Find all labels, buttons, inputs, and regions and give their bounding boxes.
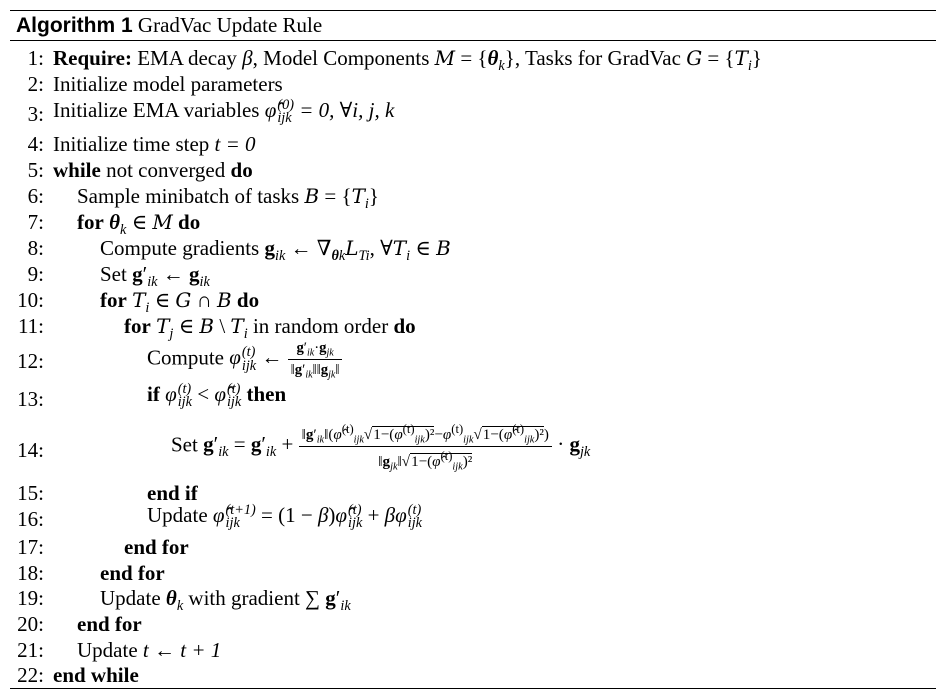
math-expr: $M = \{\theta_k\}$ bbox=[434, 46, 515, 74]
line-text: not converged bbox=[106, 158, 226, 182]
math-expr: $T_i$ ∈ G ∩ B bbox=[132, 288, 232, 316]
line-number: 7: bbox=[27, 210, 44, 234]
line-number: 2: bbox=[27, 72, 44, 96]
line-text: Initialize EMA variables bbox=[53, 98, 260, 122]
line-body bbox=[77, 184, 379, 212]
math-expr: ∑ $g'_{ik}$ bbox=[305, 586, 351, 614]
line-body bbox=[100, 262, 210, 290]
line-number: 16: bbox=[17, 507, 44, 531]
keyword-do: do bbox=[178, 210, 201, 234]
line-body bbox=[77, 210, 201, 238]
line-text: Set bbox=[100, 262, 127, 286]
line-body bbox=[147, 340, 342, 379]
line-number: 21: bbox=[17, 638, 44, 662]
math-expr: $g_{ik}$ ← $\nabla_{\theta k}L_{Ti}$, $\forall T_i$ ∈ B bbox=[264, 236, 451, 264]
fraction: $\frac{g'_{ik}\cdot g_{jk}}{‖g'_{ik}‖‖g_{jk}‖}$ bbox=[288, 340, 343, 379]
line-number: 18: bbox=[17, 561, 44, 585]
line-number: 22: bbox=[17, 663, 44, 687]
line-number: 8: bbox=[27, 236, 44, 260]
line-number: 11: bbox=[17, 314, 44, 338]
math-expr: φ (t) ijk < φ̂ (t) ijk bbox=[165, 380, 242, 411]
line-text: in random order bbox=[252, 314, 389, 338]
math-expr: $G = \{T_i\}$ bbox=[686, 46, 762, 74]
algorithm-title: GradVac Update Rule bbox=[137, 13, 323, 37]
top-rule bbox=[10, 10, 936, 11]
keyword-do: do bbox=[393, 314, 416, 338]
line-text: Sample minibatch of tasks bbox=[77, 184, 300, 208]
line-text: Initialize time step bbox=[53, 132, 210, 156]
line-text: with gradient bbox=[188, 586, 300, 610]
line-text: Update bbox=[77, 638, 138, 662]
line-body: Require: EMA decay β, Model Components $M = \{\theta_k\}$, Tasks for GradVac $G = \{T_i\}$ bbox=[53, 46, 762, 74]
line-body bbox=[147, 503, 422, 531]
bottom-rule bbox=[10, 688, 936, 689]
line-number: 5: bbox=[27, 158, 44, 182]
line-text: Model Components bbox=[263, 46, 430, 70]
math-expr: t = 0 bbox=[214, 132, 256, 156]
line-number: 6: bbox=[27, 184, 44, 208]
line-number: 9: bbox=[27, 262, 44, 286]
line-body bbox=[100, 236, 451, 264]
line-text: EMA decay bbox=[137, 46, 237, 70]
keyword-if: if bbox=[147, 382, 160, 406]
line-body bbox=[124, 314, 416, 342]
keyword-end-for: end for bbox=[77, 612, 142, 636]
line-number: 19: bbox=[17, 586, 44, 610]
algorithm-caption bbox=[16, 13, 322, 38]
line-body bbox=[53, 98, 394, 126]
keyword-end-for: end for bbox=[124, 535, 189, 559]
line-number: 20: bbox=[17, 612, 44, 636]
keyword-end-for: end for bbox=[100, 561, 165, 585]
line-number: 4: bbox=[27, 132, 44, 156]
keyword-end-if: end if bbox=[147, 481, 198, 505]
line-number: 14: bbox=[17, 438, 44, 462]
math-expr: $B = \{T_i\}$ bbox=[304, 184, 379, 212]
line-number: 10: bbox=[17, 288, 44, 312]
line-number: 12: bbox=[17, 349, 44, 373]
line-body bbox=[100, 586, 351, 614]
line-body bbox=[77, 638, 221, 663]
line-number: 15: bbox=[17, 481, 44, 505]
math-expr: $\theta_k$ ∈ M bbox=[109, 210, 173, 238]
line-text: Set bbox=[171, 432, 198, 457]
line-body bbox=[171, 422, 590, 471]
algorithm-label: Algorithm 1 bbox=[16, 14, 133, 37]
line-text: Initialize model parameters bbox=[53, 72, 283, 96]
keyword-for: for bbox=[77, 210, 104, 234]
line-number: 17: bbox=[17, 535, 44, 559]
math-expr: β bbox=[242, 46, 253, 70]
line-number: 1: bbox=[27, 46, 44, 70]
math-expr: $\theta_k$ bbox=[165, 586, 184, 614]
line-body bbox=[100, 288, 260, 316]
line-body bbox=[53, 132, 256, 157]
keyword-do: do bbox=[230, 158, 253, 182]
line-number: 3: bbox=[27, 102, 44, 126]
caption-rule bbox=[10, 40, 936, 41]
line-body bbox=[53, 158, 253, 183]
math-expr: $T_j$ ∈ B \ $T_i$ bbox=[156, 314, 248, 342]
math-expr: φ (t) ijk ← $\frac{g'_{ik}\cdot g_{jk}}{‖g'_{ik}‖‖g_{jk}‖}$ bbox=[229, 345, 342, 369]
line-text: Update bbox=[147, 503, 208, 527]
math-expr: $g'_{ik} = g'_{ik}$ + $\frac{‖g'_{ik}‖(\varphî^{(t)}_{ijk}√1-(\varphi^{(t)}_{ijk})^2-\varphi^{(t)}_{ijk}√1-(\varphî^{(t)}_{ijk})^2)}{‖g_{jk}‖√1-(\varphî^{(t)}_{ijk})^2}$ · $g_{jk}$ bbox=[203, 422, 591, 473]
keyword-for: for bbox=[100, 288, 127, 312]
keyword-while: while bbox=[53, 158, 101, 182]
math-expr: t ← t + 1 bbox=[142, 638, 222, 662]
keyword-require: Require: bbox=[53, 46, 132, 70]
math-expr: $g'_{ik}$ ← $g_{ik}$ bbox=[132, 262, 210, 290]
keyword-end-while: end while bbox=[53, 663, 139, 687]
math-expr: φ̂ (t+1) ijk = (1 − β)φ̂ (t) ijk + βφ (t) ijk bbox=[212, 501, 422, 532]
keyword-for: for bbox=[124, 314, 151, 338]
math-expr: φ̂ (0) ijk bbox=[264, 96, 294, 127]
line-number: 13: bbox=[17, 387, 44, 411]
line-text: Update bbox=[100, 586, 161, 610]
line-text: Compute bbox=[147, 345, 224, 370]
line-text: Tasks for GradVac bbox=[524, 46, 681, 70]
line-body bbox=[147, 382, 286, 410]
keyword-do: do bbox=[236, 288, 260, 312]
keyword-then: then bbox=[246, 382, 287, 406]
fraction: $\frac{‖g'_{ik}‖(\varphî^{(t)}_{ijk}√1-(\varphi^{(t)}_{ijk})^2-\varphi^{(t)}_{ijk}√1-(\varphî^{(t)}_{ijk})^2)}{‖g_{jk}‖√1-(\varphî^{(t)}_{ijk})^2}$ bbox=[299, 422, 552, 471]
math-expr: = 0, ∀i, j, k bbox=[299, 98, 395, 122]
line-text: Compute gradients bbox=[100, 236, 260, 260]
